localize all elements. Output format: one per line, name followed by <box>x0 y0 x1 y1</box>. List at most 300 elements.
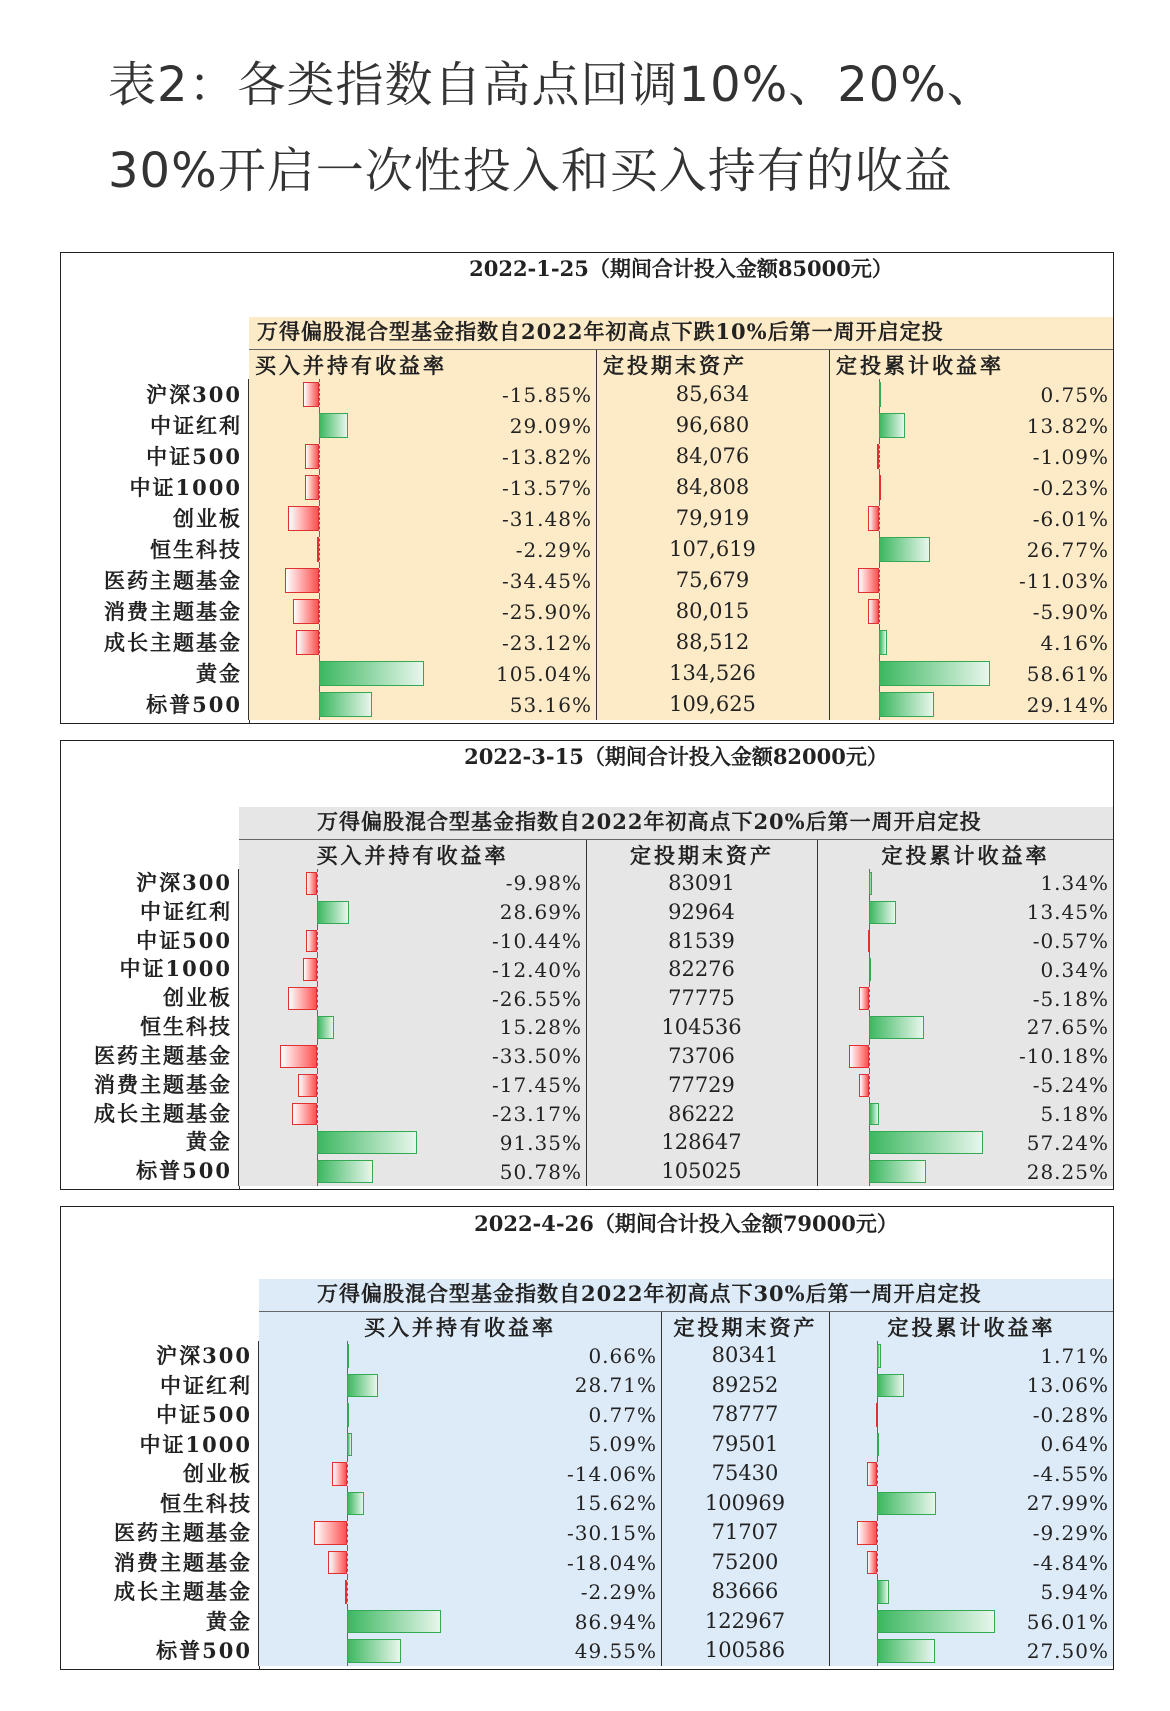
cumulative-return-value: -4.84% <box>1032 1550 1109 1575</box>
hold-return-cell <box>239 898 587 927</box>
page-title <box>108 42 1108 214</box>
cumulative-return-value: 5.94% <box>1040 1580 1109 1605</box>
table-row <box>61 503 1113 535</box>
bar-axis <box>317 955 318 984</box>
hold-return-value: -9.98% <box>505 871 582 896</box>
hold-return-bar <box>288 987 317 1010</box>
row-name: 标普500 <box>61 1636 259 1666</box>
bar-axis <box>879 596 880 627</box>
title-line-2: 30%开启一次性投入和买入持有的收益 <box>108 143 953 199</box>
hold-return-value: 49.55% <box>574 1639 657 1664</box>
hold-return-bar <box>288 506 319 531</box>
table-row <box>61 1128 1113 1158</box>
hold-return-value: -2.29% <box>580 1580 657 1605</box>
row-name: 中证1000 <box>61 1430 259 1460</box>
end-asset-cell: 71707 <box>661 1518 830 1548</box>
hold-return-value: 53.16% <box>509 692 592 717</box>
end-asset-cell: 73706 <box>586 1042 818 1071</box>
hold-return-cell <box>239 984 587 1013</box>
hold-return-value: -13.82% <box>501 444 592 469</box>
table-row <box>61 1489 1113 1520</box>
cumulative-return-cell <box>829 1371 1113 1401</box>
table-subtitle: 万得偏股混合型基金指数自2022年初高点下跌10%后第一周开启定投 <box>257 319 944 344</box>
cumulative-return-bar <box>879 692 934 717</box>
end-asset-cell: 128647 <box>586 1128 818 1157</box>
hold-return-bar <box>347 1610 441 1634</box>
hold-return-cell <box>249 472 597 503</box>
end-asset-cell: 134,526 <box>596 658 830 689</box>
hold-return-cell <box>259 1636 662 1666</box>
cumulative-return-value: 0.64% <box>1040 1432 1109 1457</box>
hold-return-value: 15.28% <box>499 1015 582 1040</box>
hold-return-cell <box>249 658 597 689</box>
cumulative-return-value: 58.61% <box>1026 661 1109 686</box>
cumulative-return-cell <box>829 472 1113 503</box>
hold-return-value: -26.55% <box>491 986 582 1011</box>
column-header-3: 定投累计收益率 <box>829 350 1113 380</box>
row-name: 恒生科技 <box>61 1013 239 1042</box>
cumulative-return-value: -5.90% <box>1032 599 1109 624</box>
table-row <box>61 984 1113 1014</box>
table-header <box>239 741 1113 870</box>
bar-axis <box>319 441 320 472</box>
row-name: 标普500 <box>61 689 249 720</box>
hold-return-cell <box>259 1341 662 1371</box>
bar-axis <box>347 1518 348 1548</box>
results-table-1 <box>60 252 1114 724</box>
cumulative-return-cell <box>829 503 1113 534</box>
hold-return-value: 86.94% <box>574 1609 657 1634</box>
cumulative-return-cell <box>817 869 1113 898</box>
cumulative-return-value: 13.06% <box>1026 1373 1109 1398</box>
column-header-2: 定投期末资产 <box>661 1312 829 1342</box>
cumulative-return-bar <box>879 382 881 407</box>
hold-return-bar <box>292 1103 317 1126</box>
column-header-3: 定投累计收益率 <box>817 840 1113 870</box>
cumulative-return-value: 13.45% <box>1026 900 1109 925</box>
cumulative-return-bar <box>867 1462 877 1486</box>
cumulative-return-bar <box>877 1433 879 1457</box>
cumulative-return-bar <box>857 1521 877 1545</box>
cumulative-return-value: 1.71% <box>1040 1343 1109 1368</box>
row-name: 中证红利 <box>61 898 239 927</box>
cumulative-return-value: 0.75% <box>1040 382 1109 407</box>
column-header-2: 定投期末资产 <box>586 840 817 870</box>
hold-return-cell <box>239 1157 587 1186</box>
cumulative-return-bar <box>868 599 879 624</box>
cumulative-return-bar <box>877 1639 935 1663</box>
end-asset-cell: 92964 <box>586 898 818 927</box>
hold-return-bar <box>305 444 319 469</box>
end-asset-cell: 88,512 <box>596 627 830 658</box>
table-row <box>61 1341 1113 1372</box>
row-name: 中证500 <box>61 927 239 956</box>
table-date-line: 2022-4-26（期间合计投入金额79000元） <box>259 1207 1113 1242</box>
cumulative-return-cell <box>817 1013 1113 1042</box>
cumulative-return-cell <box>817 984 1113 1013</box>
hold-return-value: -15.85% <box>501 382 592 407</box>
hold-return-bar <box>319 413 348 438</box>
hold-return-value: -17.45% <box>491 1073 582 1098</box>
hold-return-cell <box>249 379 597 410</box>
table-row <box>61 1042 1113 1072</box>
cumulative-return-cell <box>829 689 1113 720</box>
table-row <box>61 565 1113 597</box>
row-name: 沪深300 <box>61 869 239 898</box>
table-row <box>61 898 1113 928</box>
table-row <box>61 441 1113 473</box>
row-name: 消费主题基金 <box>61 1071 239 1100</box>
end-asset-cell: 100969 <box>661 1489 830 1519</box>
table-row <box>61 1400 1113 1431</box>
hold-return-cell <box>239 955 587 984</box>
cumulative-return-cell <box>829 441 1113 472</box>
row-name: 消费主题基金 <box>61 596 249 627</box>
cumulative-return-cell <box>829 596 1113 627</box>
hold-return-bar <box>347 1433 352 1457</box>
cumulative-return-value: -10.18% <box>1018 1044 1109 1069</box>
end-asset-cell: 75,679 <box>596 565 830 596</box>
cumulative-return-bar <box>849 1045 869 1068</box>
table-row <box>61 955 1113 985</box>
hold-return-cell <box>259 1607 662 1637</box>
table-row <box>61 1518 1113 1549</box>
bar-axis <box>869 1042 870 1071</box>
table-subtitle: 万得偏股混合型基金指数自2022年初高点下20%后第一周开启定投 <box>317 809 982 834</box>
cumulative-return-bar <box>869 872 872 895</box>
end-asset-cell: 77729 <box>586 1071 818 1100</box>
hold-return-cell <box>259 1548 662 1578</box>
cumulative-return-bar <box>879 661 990 686</box>
hold-return-bar <box>298 1074 317 1097</box>
cumulative-return-value: -0.23% <box>1032 475 1109 500</box>
hold-return-cell <box>249 689 597 720</box>
hold-return-bar <box>293 599 319 624</box>
hold-return-cell <box>239 927 587 956</box>
table-row <box>61 1430 1113 1461</box>
cumulative-return-bar <box>868 506 879 531</box>
row-name: 成长主题基金 <box>61 1100 239 1129</box>
column-headers <box>239 839 1113 871</box>
header-blank <box>239 773 1113 807</box>
cumulative-return-cell <box>829 658 1113 689</box>
bar-axis <box>347 1459 348 1489</box>
table-row <box>61 869 1113 899</box>
end-asset-cell: 83666 <box>661 1577 830 1607</box>
hold-return-value: -18.04% <box>566 1550 657 1575</box>
table-row <box>61 627 1113 659</box>
end-asset-cell: 109,625 <box>596 689 830 720</box>
table-row <box>61 658 1113 690</box>
end-asset-cell: 86222 <box>586 1100 818 1129</box>
hold-return-bar <box>314 1521 347 1545</box>
hold-return-bar <box>347 1639 401 1663</box>
row-name: 创业板 <box>61 984 239 1013</box>
hold-return-cell <box>249 503 597 534</box>
hold-return-value: 0.66% <box>588 1343 657 1368</box>
row-name: 消费主题基金 <box>61 1548 259 1578</box>
table-row <box>61 1459 1113 1490</box>
cumulative-return-value: -6.01% <box>1032 506 1109 531</box>
cumulative-return-bar <box>877 444 879 469</box>
cumulative-return-value: -1.09% <box>1032 444 1109 469</box>
hold-return-value: -12.40% <box>491 957 582 982</box>
hold-return-cell <box>259 1400 662 1430</box>
hold-return-value: 91.35% <box>499 1130 582 1155</box>
cumulative-return-bar <box>877 1492 936 1516</box>
table-row <box>61 1636 1113 1666</box>
table-row <box>61 1071 1113 1101</box>
bar-axis <box>347 1577 348 1607</box>
cumulative-return-value: 13.82% <box>1026 413 1109 438</box>
cumulative-return-value: 1.34% <box>1040 871 1109 896</box>
row-name: 黄金 <box>61 1607 259 1637</box>
hold-return-bar <box>306 930 317 953</box>
hold-return-bar <box>317 537 319 562</box>
cumulative-return-bar <box>877 1374 904 1398</box>
hold-return-bar <box>347 1374 378 1398</box>
end-asset-cell: 78777 <box>661 1400 830 1430</box>
hold-return-bar <box>303 958 317 981</box>
cumulative-return-value: 26.77% <box>1026 537 1109 562</box>
cumulative-return-cell <box>829 627 1113 658</box>
end-asset-cell: 75430 <box>661 1459 830 1489</box>
end-asset-cell: 79501 <box>661 1430 830 1460</box>
cumulative-return-bar <box>868 930 870 953</box>
hold-return-bar <box>328 1551 347 1575</box>
hold-return-value: 0.77% <box>588 1402 657 1427</box>
column-header-2: 定投期末资产 <box>596 350 829 380</box>
bar-axis <box>877 1548 878 1578</box>
hold-return-cell <box>239 869 587 898</box>
end-asset-cell: 82276 <box>586 955 818 984</box>
hold-return-bar <box>319 692 372 717</box>
column-headers <box>259 1311 1113 1343</box>
hold-return-value: -30.15% <box>566 1521 657 1546</box>
table-row <box>61 379 1113 411</box>
cumulative-return-value: 57.24% <box>1026 1130 1109 1155</box>
cumulative-return-value: 29.14% <box>1026 692 1109 717</box>
row-name: 恒生科技 <box>61 1489 259 1519</box>
cumulative-return-cell <box>829 565 1113 596</box>
column-header-3: 定投累计收益率 <box>829 1312 1113 1342</box>
cumulative-return-value: -4.55% <box>1032 1461 1109 1486</box>
end-asset-cell: 122967 <box>661 1607 830 1637</box>
hold-return-bar <box>317 901 349 924</box>
row-name: 黄金 <box>61 1128 239 1157</box>
cumulative-return-cell <box>829 1400 1113 1430</box>
table-row <box>61 1371 1113 1402</box>
hold-return-value: -2.29% <box>515 537 592 562</box>
hold-return-cell <box>259 1371 662 1401</box>
hold-return-bar <box>345 1580 347 1604</box>
row-name: 中证红利 <box>61 1371 259 1401</box>
cumulative-return-bar <box>867 1551 877 1575</box>
table-row <box>61 1100 1113 1130</box>
end-asset-cell: 80,015 <box>596 596 830 627</box>
cumulative-return-cell <box>829 410 1113 441</box>
header-blank <box>259 1241 1113 1279</box>
table-row <box>61 596 1113 628</box>
hold-return-value: 28.71% <box>574 1373 657 1398</box>
bar-axis <box>319 503 320 534</box>
cumulative-return-value: 0.34% <box>1040 957 1109 982</box>
table-row <box>61 927 1113 957</box>
hold-return-bar <box>305 475 319 500</box>
table-date-line: 2022-1-25（期间合计投入金额85000元） <box>249 253 1113 286</box>
table-row <box>61 534 1113 566</box>
cumulative-return-bar <box>859 987 869 1010</box>
table-body <box>61 869 1113 1189</box>
bar-axis <box>879 441 880 472</box>
cumulative-return-bar <box>869 1016 924 1039</box>
table-row <box>61 472 1113 504</box>
bar-axis <box>317 869 318 898</box>
bar-axis <box>879 565 880 596</box>
end-asset-cell: 80341 <box>661 1341 830 1371</box>
cumulative-return-value: -0.28% <box>1032 1402 1109 1427</box>
table-row <box>61 1607 1113 1638</box>
hold-return-value: -13.57% <box>501 475 592 500</box>
hold-return-cell <box>239 1013 587 1042</box>
end-asset-cell: 84,808 <box>596 472 830 503</box>
cumulative-return-cell <box>817 927 1113 956</box>
results-table-3 <box>60 1206 1114 1670</box>
cumulative-return-bar <box>877 1610 995 1634</box>
row-name: 医药主题基金 <box>61 1042 239 1071</box>
row-name: 医药主题基金 <box>61 565 249 596</box>
hold-return-cell <box>239 1042 587 1071</box>
cumulative-return-cell <box>829 1459 1113 1489</box>
end-asset-cell: 85,634 <box>596 379 830 410</box>
cumulative-return-bar <box>877 1344 881 1368</box>
row-name: 黄金 <box>61 658 249 689</box>
hold-return-value: -14.06% <box>566 1461 657 1486</box>
bar-axis <box>319 565 320 596</box>
bar-axis <box>319 596 320 627</box>
cumulative-return-value: -9.29% <box>1032 1521 1109 1546</box>
hold-return-value: -23.12% <box>501 630 592 655</box>
cumulative-return-value: 28.25% <box>1026 1159 1109 1184</box>
table-header <box>259 1207 1113 1342</box>
hold-return-value: 28.69% <box>499 900 582 925</box>
row-name: 沪深300 <box>61 379 249 410</box>
cumulative-return-cell <box>817 955 1113 984</box>
bar-axis <box>319 534 320 565</box>
bar-axis <box>877 1518 878 1548</box>
end-asset-cell: 104536 <box>586 1013 818 1042</box>
table-row <box>61 1157 1113 1186</box>
bar-axis <box>879 503 880 534</box>
bar-axis <box>317 927 318 956</box>
cumulative-return-value: 4.16% <box>1040 630 1109 655</box>
row-name: 中证红利 <box>61 410 249 441</box>
hold-return-value: -34.45% <box>501 568 592 593</box>
cumulative-return-bar <box>879 413 905 438</box>
end-asset-cell: 75200 <box>661 1548 830 1578</box>
cumulative-return-cell <box>817 1100 1113 1129</box>
cumulative-return-value: -11.03% <box>1018 568 1109 593</box>
cumulative-return-bar <box>877 1580 889 1604</box>
hold-return-cell <box>239 1128 587 1157</box>
cumulative-return-value: 27.65% <box>1026 1015 1109 1040</box>
cumulative-return-cell <box>817 1042 1113 1071</box>
hold-return-cell <box>239 1071 587 1100</box>
table-row <box>61 410 1113 442</box>
cumulative-return-value: -0.57% <box>1032 929 1109 954</box>
column-header-1: 买入并持有收益率 <box>364 1315 556 1340</box>
cumulative-return-cell <box>829 1489 1113 1519</box>
hold-return-bar <box>296 630 319 655</box>
end-asset-cell: 96,680 <box>596 410 830 441</box>
row-name: 中证1000 <box>61 472 249 503</box>
row-name: 医药主题基金 <box>61 1518 259 1548</box>
bar-axis <box>877 1459 878 1489</box>
cumulative-return-bar <box>869 901 896 924</box>
cumulative-return-bar <box>869 1103 879 1126</box>
cumulative-return-cell <box>829 1607 1113 1637</box>
hold-return-cell <box>249 534 597 565</box>
bar-axis <box>317 1042 318 1071</box>
end-asset-cell: 84,076 <box>596 441 830 472</box>
bar-axis <box>317 1100 318 1129</box>
cumulative-return-cell <box>829 1341 1113 1371</box>
cumulative-return-cell <box>829 379 1113 410</box>
end-asset-cell: 100586 <box>661 1636 830 1666</box>
hold-return-cell <box>249 565 597 596</box>
cumulative-return-bar <box>879 537 930 562</box>
end-asset-cell: 83091 <box>586 869 818 898</box>
column-headers <box>249 349 1113 381</box>
row-name: 中证1000 <box>61 955 239 984</box>
cumulative-return-bar <box>859 1074 869 1097</box>
end-asset-cell: 105025 <box>586 1157 818 1186</box>
hold-return-bar <box>317 1160 373 1183</box>
cumulative-return-bar <box>869 1160 926 1183</box>
row-name: 成长主题基金 <box>61 627 249 658</box>
row-name: 沪深300 <box>61 1341 259 1371</box>
hold-return-value: 29.09% <box>509 413 592 438</box>
cumulative-return-bar <box>869 958 871 981</box>
hold-return-cell <box>249 410 597 441</box>
hold-return-bar <box>317 1131 417 1154</box>
hold-return-bar <box>347 1344 349 1368</box>
cumulative-return-cell <box>817 1071 1113 1100</box>
hold-return-bar <box>317 1016 334 1039</box>
table-subtitle: 万得偏股混合型基金指数自2022年初高点下30%后第一周开启定投 <box>317 1281 982 1306</box>
cumulative-return-bar <box>876 1403 878 1427</box>
hold-return-bar <box>319 661 424 686</box>
hold-return-cell <box>259 1518 662 1548</box>
hold-return-cell <box>259 1577 662 1607</box>
hold-return-cell <box>239 1100 587 1129</box>
cumulative-return-value: -5.24% <box>1032 1073 1109 1098</box>
cumulative-return-cell <box>829 1518 1113 1548</box>
hold-return-value: -23.17% <box>491 1101 582 1126</box>
bar-axis <box>319 472 320 503</box>
row-name: 中证500 <box>61 441 249 472</box>
end-asset-cell: 107,619 <box>596 534 830 565</box>
table-header <box>249 253 1113 380</box>
hold-return-value: -31.48% <box>501 506 592 531</box>
hold-return-cell <box>259 1489 662 1519</box>
cumulative-return-cell <box>829 1577 1113 1607</box>
cumulative-return-value: 56.01% <box>1026 1609 1109 1634</box>
hold-return-bar <box>280 1045 317 1068</box>
hold-return-cell <box>259 1459 662 1489</box>
end-asset-cell: 79,919 <box>596 503 830 534</box>
table-date-line: 2022-3-15（期间合计投入金额82000元） <box>239 741 1113 774</box>
